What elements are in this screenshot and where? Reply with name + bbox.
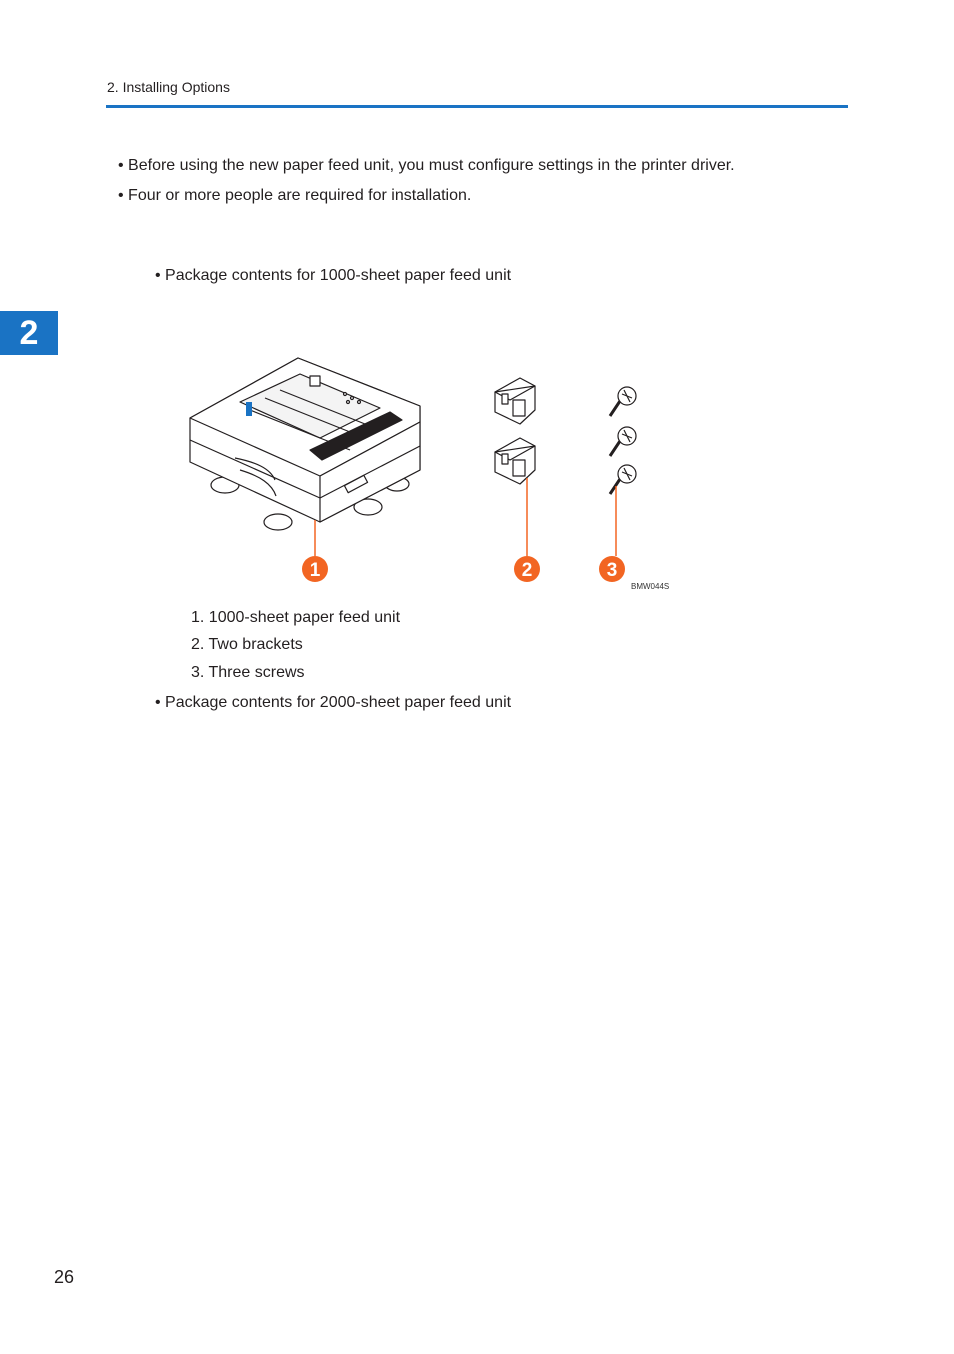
package-1000-heading: • Package contents for 1000-sheet paper feed unit [155,267,512,284]
callout-label: 2 [521,560,533,581]
bracket-icon [495,378,535,424]
list-item: 1. 1000-sheet paper feed unit [191,609,401,626]
screw-icon [610,465,636,494]
chapter-tab: 2 [0,311,58,355]
callout-label: 1 [309,560,321,581]
callout-1 [302,556,328,582]
callout-3 [599,556,625,582]
note-item: • Before using the new paper feed unit, you must configure settings in the printer driver. [118,157,735,174]
note-item: • Four or more people are required for installation. [118,187,472,204]
callout-label: 3 [606,560,618,581]
paper-feed-unit-icon [190,358,420,522]
callout-2 [514,556,540,582]
list-item: 2. Two brackets [191,636,303,653]
header-rule [106,105,848,108]
figure-code: BMW044S [631,582,670,591]
page-number: 26 [54,1267,75,1287]
screw-icon [610,387,636,416]
list-item: 3. Three screws [191,664,305,681]
package-contents-illustration [180,350,680,600]
running-header: 2. Installing Options [107,79,230,95]
package-2000-heading: • Package contents for 2000-sheet paper feed unit [155,694,512,711]
screw-icon [610,427,636,456]
bracket-icon [495,438,535,484]
